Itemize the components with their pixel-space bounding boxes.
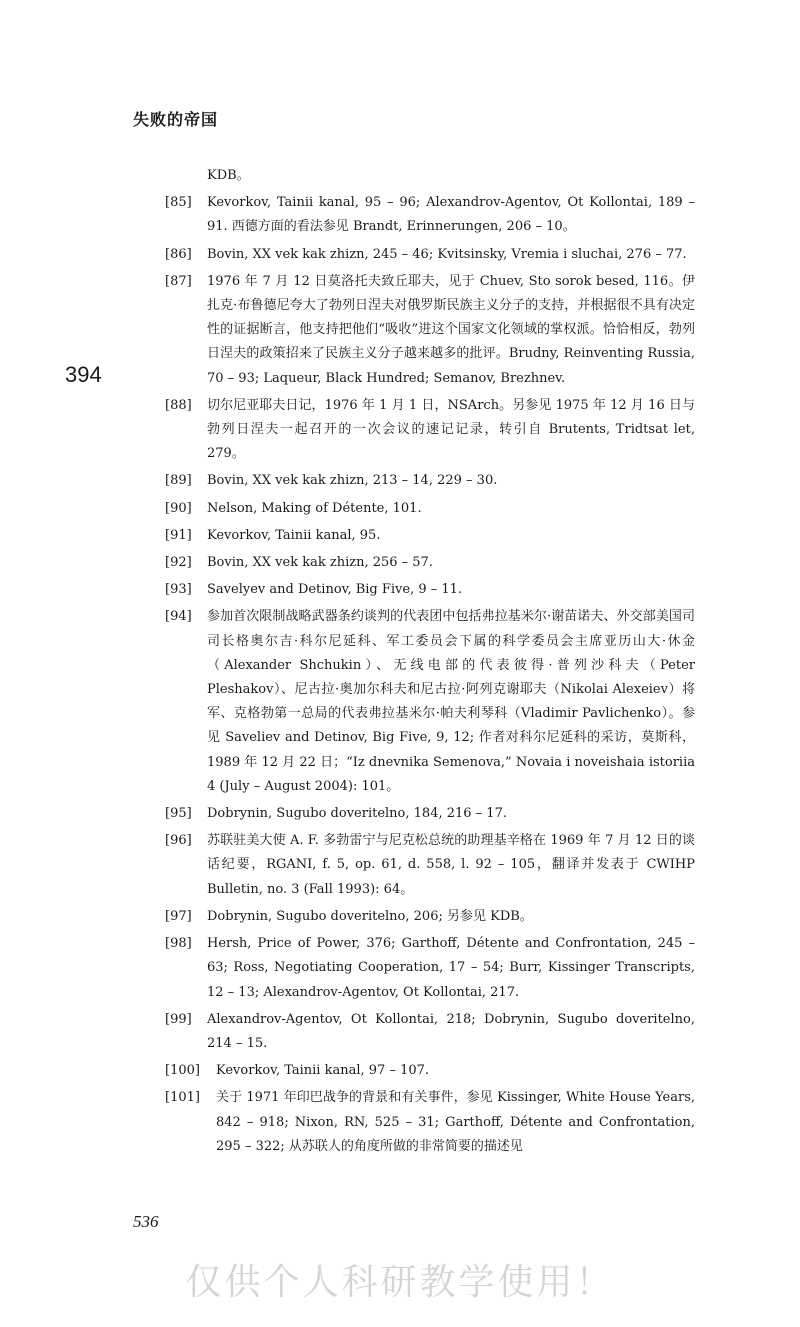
endnote-text: 关于 1971 年印巴战争的背景和有关事件，参见 Kissinger, White House Years, 842 – 918; Nixon, RN, 525 – 31; Garthoff, Détente and Confrontation, 295 – 322; 从苏联人的角度所做的非常简要的描述见 [216, 1090, 695, 1154]
endnote-number: [90] [165, 500, 192, 516]
endnote-number: [88] [165, 397, 192, 413]
endnote-text: Savelyev and Detinov, Big Five, 9 – 11. [207, 582, 463, 598]
endnote-text: Kevorkov, Tainii kanal, 95. [207, 527, 381, 543]
endnote [165, 497, 695, 521]
endnote-text: 1976 年 7 月 12 日莫洛托夫致丘耶夫，见于 Chuev, Sto sorok besed, 116。伊扎克·布鲁德尼夸大了勃列日涅夫对俄罗斯民族主义分子的支持，并根据很不具有决定性的证据断言，他支持把他们“吸收”进这个国家文化领域的掌权派。恰恰相反，勃列日涅夫的政策招来了民族主义分子越来越多的批评。Brudny, Reinventing Russia, 70 – 93; Laqueur, Black Hundred; Semanov, Brezhnev. [207, 273, 695, 386]
endnote-number: [93] [165, 582, 192, 598]
endnote-number: [97] [165, 908, 192, 924]
endnote-text: Alexandrov-Agentov, Ot Kollontai, 218; Dobrynin, Sugubo doveritelno, 214 – 15. [207, 1011, 695, 1051]
endnote-text: 苏联驻美大使 A. F. 多勃雷宁与尼克松总统的助理基辛格在 1969 年 7 月 12 日的谈话纪要，RGANI, f. 5, op. 61, d. 558, l. 92 – 105，翻译并发表于 CWIHP Bulletin, no. 3 (Fall 1993): 64。 [207, 833, 695, 897]
endnote [165, 1008, 695, 1056]
endnote-text: Bovin, XX vek kak zhizn, 256 – 57. [207, 555, 433, 571]
endnote-text: Nelson, Making of Détente, 101. [207, 500, 422, 516]
running-head-title: 失败的帝国 [133, 110, 219, 129]
endnote-number: [96] [165, 833, 192, 849]
endnote-text: Kevorkov, Tainii kanal, 95 – 96; Alexandrov-Agentov, Ot Kollontai, 189 –91. 西德方面的看法参见 Brandt, Erinnerungen, 206 – 10。 [207, 195, 695, 235]
endnote-number: [91] [165, 527, 192, 543]
endnote [165, 191, 695, 239]
endnote [165, 551, 695, 575]
endnote-text: Dobrynin, Sugubo doveritelno, 184, 216 – 17. [207, 806, 507, 822]
endnote [165, 578, 695, 602]
endnote [165, 524, 695, 548]
continuation-line: KDB。 [207, 168, 250, 183]
endnote-text: Bovin, XX vek kak zhizn, 213 – 14, 229 – 30. [207, 473, 498, 489]
endnote [165, 829, 695, 902]
endnote-number: [98] [165, 936, 192, 952]
endnote [165, 270, 695, 391]
endnote [165, 802, 695, 826]
endnote [165, 469, 695, 493]
endnote [165, 1086, 695, 1159]
endnote [165, 394, 695, 467]
endnote [165, 905, 695, 929]
endnote-text: Bovin, XX vek kak zhizn, 245 – 46; Kvitsinsky, Vremia i sluchai, 276 – 77. [207, 246, 687, 262]
footer-page-number: 536 [133, 1212, 159, 1231]
endnote-number: [86] [165, 246, 192, 262]
endnote-number: [92] [165, 555, 192, 571]
endnotes-list [165, 164, 695, 1159]
endnote [165, 1059, 695, 1083]
watermark-text: 仅供个人科研教学使用！ [185, 1262, 615, 1303]
margin-page-number: 394 [65, 362, 102, 387]
endnote-number: [100] [165, 1063, 200, 1079]
endnote-number: [85] [165, 195, 192, 211]
endnote-text: 切尔尼亚耶夫日记，1976 年 1 月 1 日，NSArch。另参见 1975 年 12 月 16 日与勃列日涅夫一起召开的一次会议的速记记录，转引自 Brutents, Tridtsat let, 279。 [207, 397, 695, 462]
endnote [165, 932, 695, 1005]
endnote-number: [95] [165, 806, 192, 822]
endnote-number: [94] [165, 609, 192, 625]
endnote-text: Hersh, Price of Power, 376; Garthoff, Détente and Confrontation, 245 – 63; Ross, Negotiating Cooperation, 17 – 54; Burr, Kissinger Transcripts, 12 – 13; Alexandrov-Agentov, Ot Kollontai, 217. [207, 936, 695, 1000]
endnote-text: Dobrynin, Sugubo doveritelno, 206; 另参见 KDB。 [207, 908, 533, 924]
endnote [165, 605, 695, 799]
endnote-number: [89] [165, 473, 192, 489]
endnote-text: 参加首次限制战略武器条约谈判的代表团中包括弗拉基米尔·谢苗诺夫、外交部美国司司长格奥尔吉·科尔尼延科、军工委员会下属的科学委员会主席亚历山大·休金（Alexander Shchukin）、无线电部的代表彼得·普列沙科夫（Peter Pleshakov）、尼古拉·奥加尔科夫和尼古拉·阿列克谢耶夫（Nikolai Alexeiev）将军、克格勃第一总局的代表弗拉基米尔·帕夫利琴科（Vladimir Pavlichenko）。参见 Saveliev and Detinov, Big Five, 9, 12; 作者对科尔尼延科的采访，莫斯科，1989 年 12 月 22 日；“Iz dnevnika Semenova,” Novaia i noveishaia istoriia 4 (July – August 2004): 101。 [207, 609, 695, 794]
endnote-number: [101] [165, 1090, 200, 1106]
endnote-text: Kevorkov, Tainii kanal, 97 – 107. [216, 1063, 430, 1079]
endnote-number: [87] [165, 273, 192, 289]
endnote-number: [99] [165, 1011, 192, 1027]
endnote [165, 243, 695, 267]
